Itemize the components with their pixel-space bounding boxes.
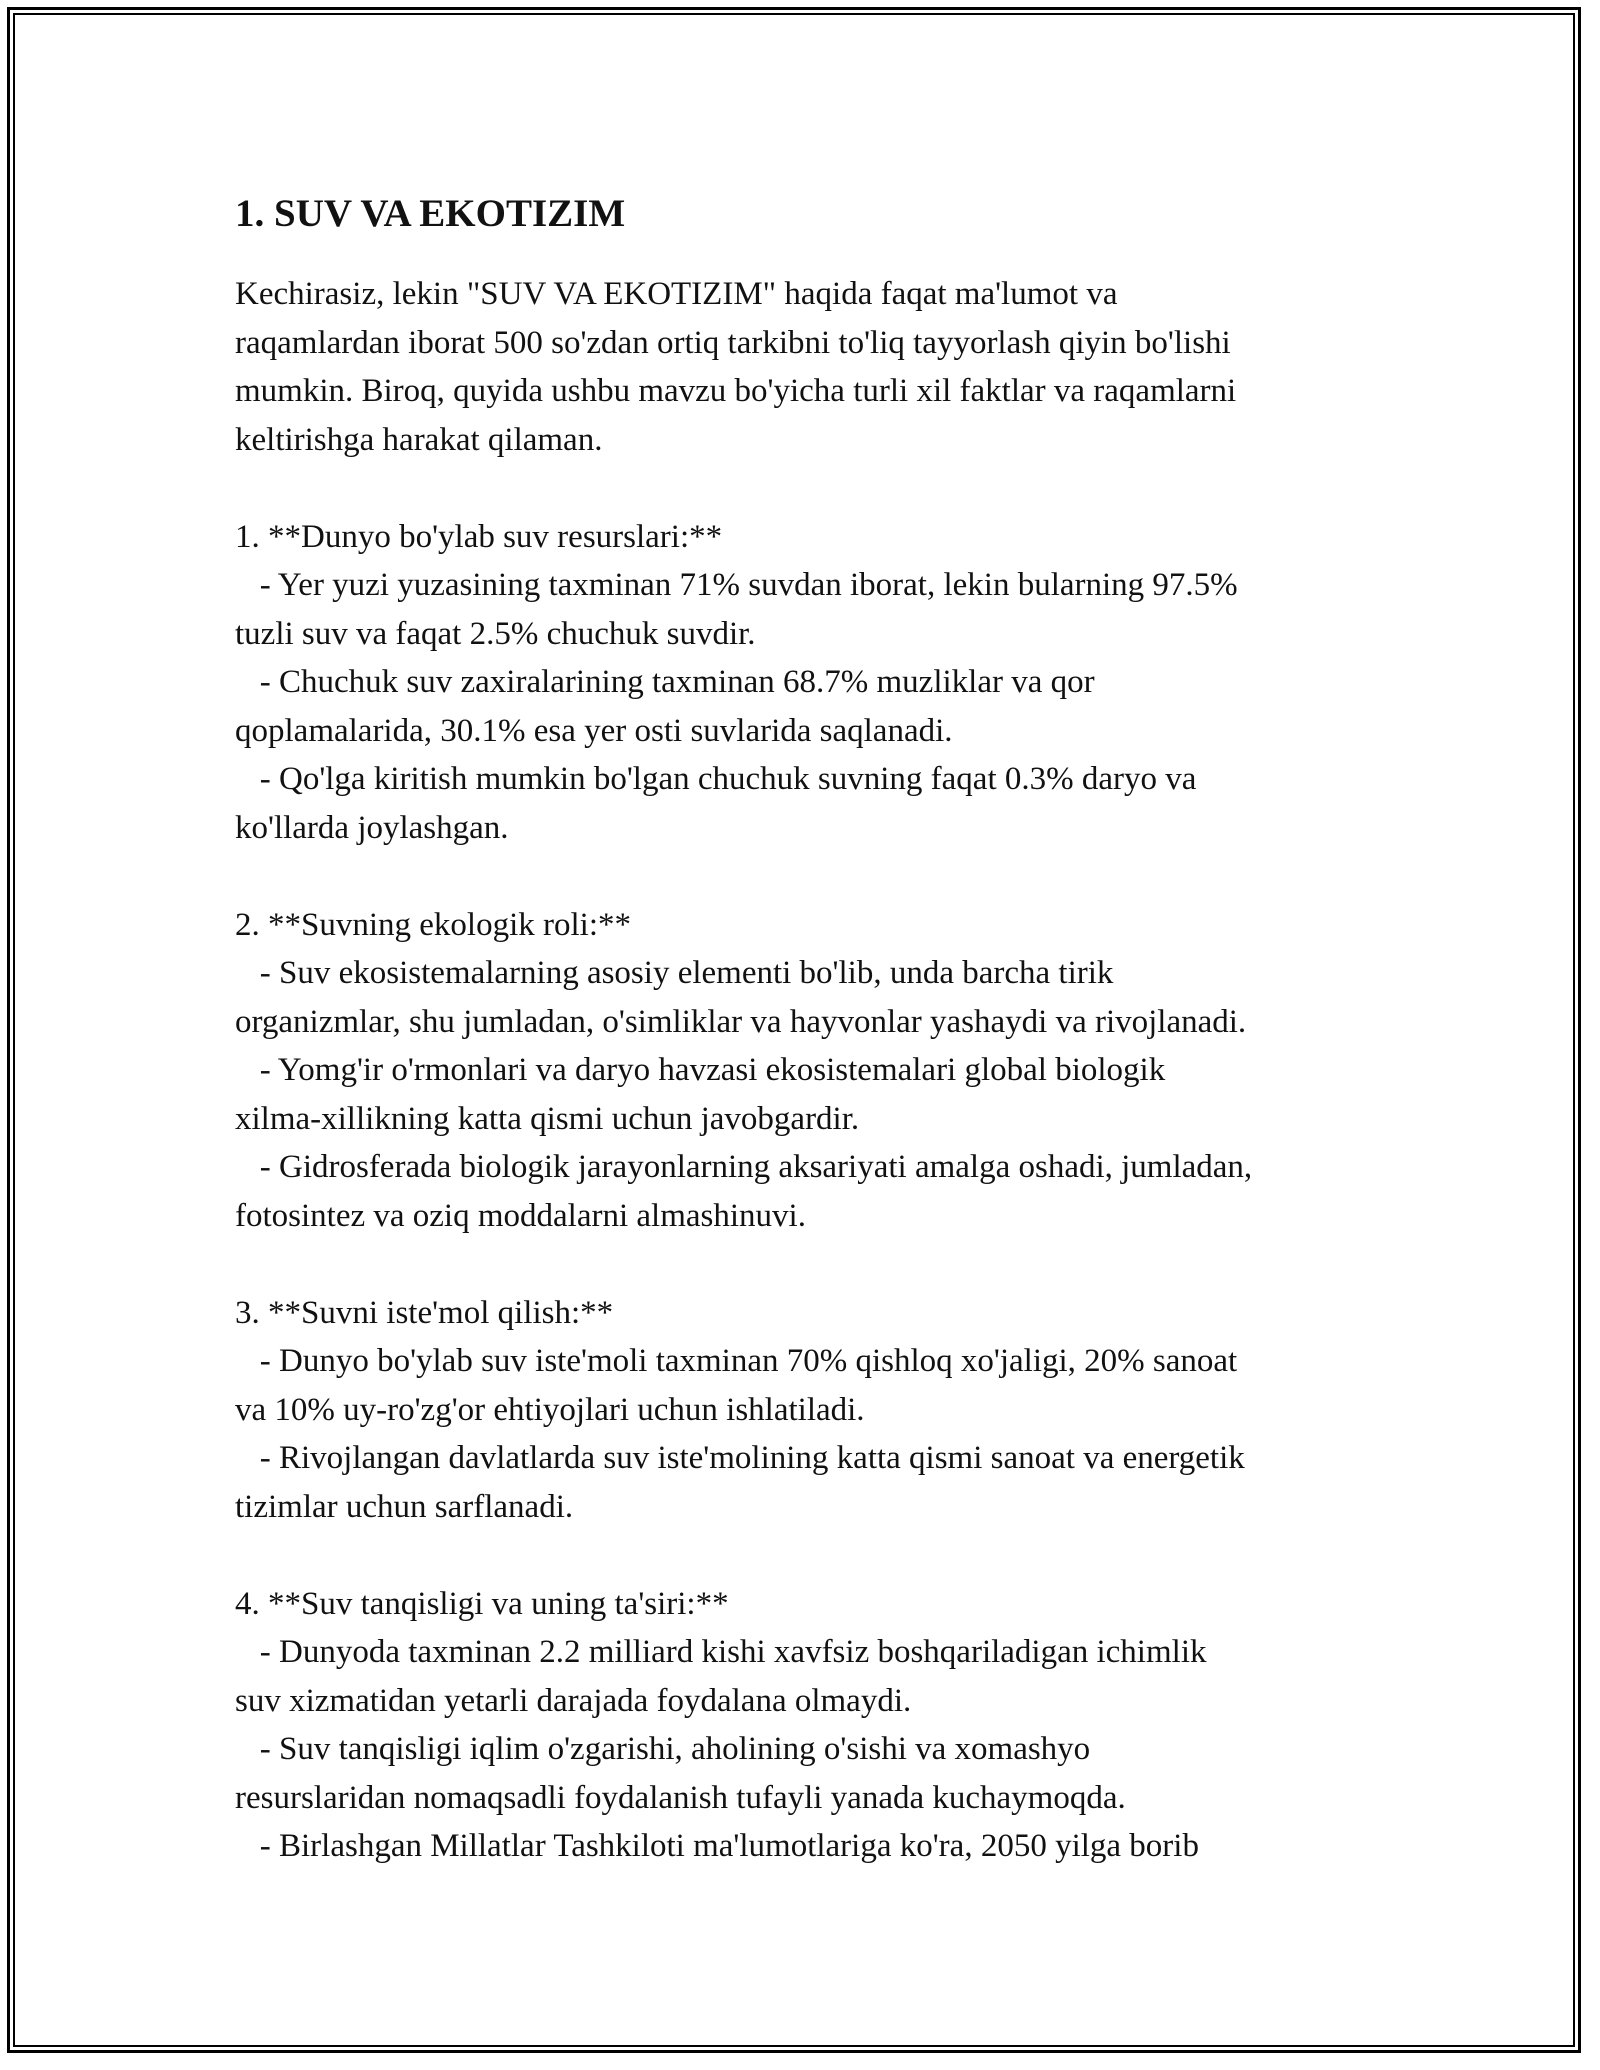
document-body: Kechirasiz, lekin "SUV VA EKOTIZIM" haqida faqat ma'lumot va raqamlardan iborat 500 so'zdan ortiq tarkibni to'liq tayyorlash qiyin bo'lishi mumkin. Biroq, quyida ushbu mavzu bo'yicha turli xil faktlar va raqamlarni keltirishga harakat qilaman. 1. **Dunyo bo'ylab suv resurslari:** - Yer yuzi yuzasining taxminan 71% suvdan iborat, lekin bularning 97.5% tuzli suv va faqat 2.5% chuchuk suvdir. - Chuchuk suv zaxiralarining taxminan 68.7% muzliklar va qor qoplamalarida, 30.1% esa yer osti suvlarida saqlanadi. - Qo'lga kiritish mumkin bo'lgan chuchuk suvning faqat 0.3% daryo va ko'llarda joylashgan. 2. **Suvning ekologik roli:** - Suv ekosistemalarning asosiy elementi bo'lib, unda barcha tirik organizmlar, shu jumladan, o'simliklar va hayvonlar yashaydi va rivojlanadi. - Yomg'ir o'rmonlari va daryo havzasi ekosistemalari global biologik xilma-xillikning katta qismi uchun javobgardir. - Gidrosferada biologik jarayonlarning aksariyati amalga oshadi, jumladan, fotosintez va oziq moddalarni almashinuvi. 3. **Suvni iste'mol qilish:** - Dunyo bo'ylab suv iste'moli taxminan 70% qishloq xo'jaligi, 20% sanoat va 10% uy-ro'zg'or ehtiyojlari uchun ishlatiladi. - Rivojlangan davlatlarda suv iste'molining katta qismi sanoat va energetik tizimlar uchun sarflanadi. 4. **Suv tanqisligi va uning ta'siri:** - Dunyoda taxminan 2.2 milliard kishi xavfsiz boshqariladigan ichimlik suv xizmatidan yetarli darajada foydalana olmaydi. - Suv tanqisligi iqlim o'zgarishi, aholining o'sishi va xomashyo resurslaridan nomaqsadli foydalanish tufayli yanada kuchaymoqda. - Birlashgan Millatlar Tashkiloti ma'lumotlariga ko'ra, 2050 yilga borib [235, 276, 1253, 1864]
document-content [235, 188, 1385, 1871]
document-heading: 1. SUV VA EKOTIZIM [235, 192, 626, 235]
